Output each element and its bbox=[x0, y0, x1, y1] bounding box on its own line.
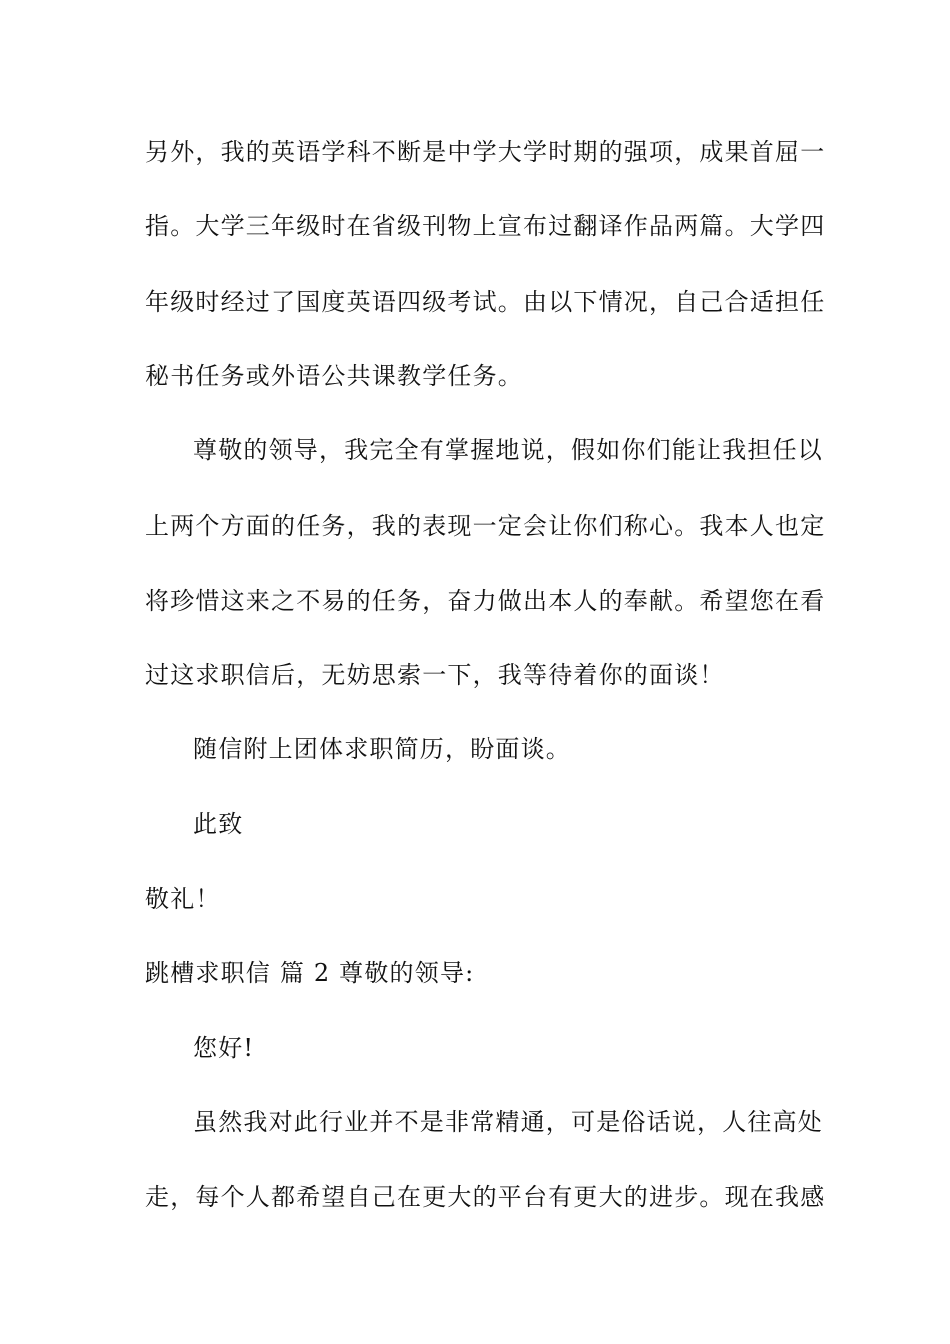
text-line: 将珍惜这来之不易的任务，奋力做出本人的奉献。希望您在看 bbox=[145, 587, 826, 615]
text-line: 上两个方面的任务，我的表现一定会让你们称心。我本人也定 bbox=[145, 512, 826, 540]
section-heading: 跳槽求职信 篇 2 尊敬的领导: bbox=[145, 959, 475, 987]
text-line: 走，每个人都希望自己在更大的平台有更大的进步。现在我感 bbox=[145, 1183, 826, 1211]
text-line: 尊敬的领导，我完全有掌握地说，假如你们能让我担任以 bbox=[193, 436, 823, 464]
text-line: 随信附上团体求职简历，盼面谈。 bbox=[193, 735, 571, 763]
text-line: 虽然我对此行业并不是非常精通，可是俗话说，人往高处 bbox=[193, 1108, 823, 1136]
text-line: 过这求职信后，无妨思索一下，我等待着你的面谈！ bbox=[145, 661, 725, 689]
text-line: 秘书任务或外语公共课教学任务。 bbox=[145, 362, 523, 390]
closing-regards: 敬礼！ bbox=[145, 885, 221, 913]
greeting: 您好! bbox=[193, 1034, 255, 1062]
closing-salutation: 此致 bbox=[193, 810, 244, 838]
text-line: 另外，我的英语学科不断是中学大学时期的强项，成果首屈一 bbox=[145, 138, 826, 166]
text-line: 指。大学三年级时在省级刊物上宣布过翻译作品两篇。大学四 bbox=[145, 212, 826, 240]
text-line: 年级时经过了国度英语四级考试。由以下情况，自己合适担任 bbox=[145, 288, 826, 316]
